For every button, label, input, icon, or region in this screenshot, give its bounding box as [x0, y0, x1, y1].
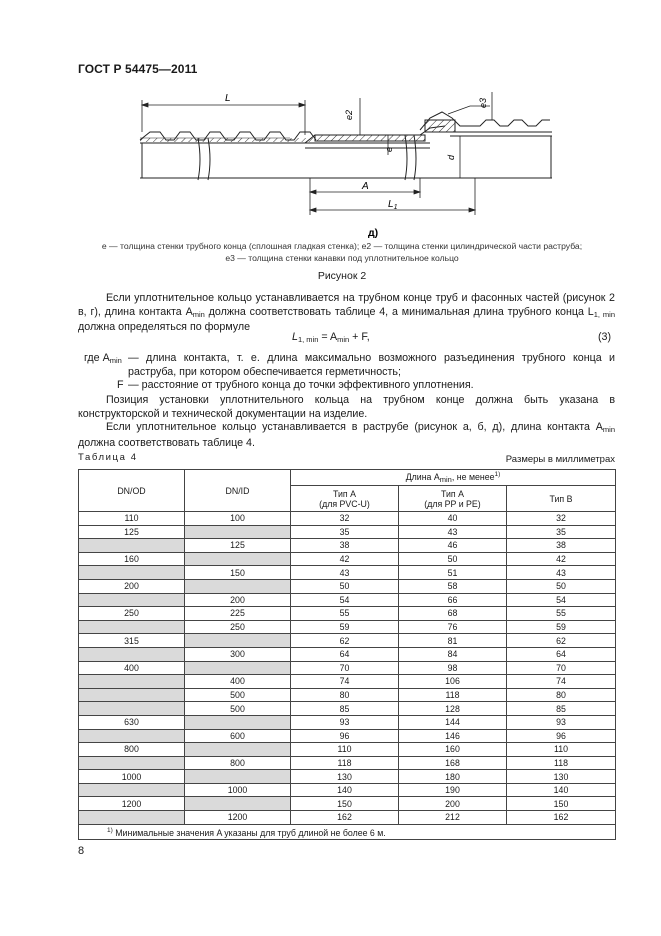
table-cell: 76: [399, 620, 507, 634]
paragraph-1: Если уплотнительное кольцо устанавливается на трубном конце труб и фасонных частей (рисунок 2 в, г), длина контакта $A_{min}$ должна соответствовать таблице 4, а минимальная длина трубного конца $L_{1, min}$ должна определяться по формуле: [78, 292, 615, 334]
table-cell: [79, 675, 185, 689]
table-cell: 50: [399, 552, 507, 566]
table-cell: 40: [399, 512, 507, 526]
table-row: [79, 811, 616, 825]
table-cell: 59: [291, 620, 399, 634]
table-cell: [185, 525, 291, 539]
table-row: [79, 579, 616, 593]
socket-end: [420, 112, 552, 178]
table-cell: 225: [185, 607, 291, 621]
table-cell: [185, 797, 291, 811]
table-cell: 400: [79, 661, 185, 675]
label-e: e: [384, 146, 394, 152]
table-cell: 62: [507, 634, 616, 648]
page-number: 8: [78, 845, 85, 857]
table-cell: 74: [507, 675, 616, 689]
table-cell: 125: [185, 539, 291, 553]
table-row: [79, 620, 616, 634]
table-row: [79, 770, 616, 784]
where-a-text: — длина контакта, т. е. длина максимально возможного разъединения трубного конца и раструба, при котором обеспечивается герметичность;: [128, 352, 615, 378]
table-cell: [79, 620, 185, 634]
table-cell: [185, 579, 291, 593]
table-cell: 200: [399, 797, 507, 811]
table-cell: [79, 811, 185, 825]
table-cell: 150: [291, 797, 399, 811]
table-cell: 70: [291, 661, 399, 675]
table-cell: 250: [185, 620, 291, 634]
where-f-symbol: F: [117, 379, 124, 391]
table-cell: [79, 783, 185, 797]
table-cell: 1000: [185, 783, 291, 797]
table-row: [79, 566, 616, 580]
table-row: [79, 688, 616, 702]
label-A: A: [362, 181, 369, 192]
table-cell: 212: [399, 811, 507, 825]
table-row: [79, 675, 616, 689]
table-cell: 81: [399, 634, 507, 648]
table-cell: 32: [291, 512, 399, 526]
table-cell: 118: [507, 756, 616, 770]
table-cell: 110: [507, 743, 616, 757]
table-cell: 93: [291, 715, 399, 729]
table-cell: 50: [291, 579, 399, 593]
table-cell: [185, 743, 291, 757]
paragraph-3: Если уплотнительное кольцо устанавливается в раструбе (рисунок а, б, д), длина контакта $A_{min}$ должна соответствовать таблице 4.: [78, 421, 615, 449]
table-cell: [185, 715, 291, 729]
table-row: [79, 539, 616, 553]
table-row: [79, 661, 616, 675]
table-cell: 85: [507, 702, 616, 716]
table-cell: 1200: [79, 797, 185, 811]
table-cell: 600: [185, 729, 291, 743]
table-cell: 66: [399, 593, 507, 607]
table-cell: 1000: [79, 770, 185, 784]
table-cell: [185, 634, 291, 648]
table-row: [79, 593, 616, 607]
table-cell: 160: [79, 552, 185, 566]
table-cell: 110: [79, 512, 185, 526]
table-cell: [185, 770, 291, 784]
table-cell: 400: [185, 675, 291, 689]
table-cell: 58: [399, 579, 507, 593]
label-L: L: [225, 93, 231, 104]
table-row: [79, 756, 616, 770]
table-cell: 128: [399, 702, 507, 716]
table-cell: 74: [291, 675, 399, 689]
dimension-L: [142, 100, 305, 135]
table-cell: 38: [291, 539, 399, 553]
table-cell: 70: [507, 661, 616, 675]
header-typeA-pvc: Тип А (для PVC-U): [291, 486, 399, 512]
table-cell: 160: [399, 743, 507, 757]
table-cell: [79, 593, 185, 607]
table-cell: 162: [291, 811, 399, 825]
label-e2: e2: [344, 109, 354, 120]
table-cell: 62: [291, 634, 399, 648]
table-cell: 85: [291, 702, 399, 716]
table-cell: 1200: [185, 811, 291, 825]
table-cell: 43: [291, 566, 399, 580]
table-cell: 93: [507, 715, 616, 729]
table-cell: [79, 539, 185, 553]
formula: $L_{1, min} = A_{min} + F$,: [292, 331, 370, 344]
table-cell: 140: [291, 783, 399, 797]
table-cell: 200: [185, 593, 291, 607]
figure-sublabel: д): [368, 227, 379, 239]
table-row: [79, 525, 616, 539]
table-cell: 46: [399, 539, 507, 553]
header-dnid: DN/ID: [185, 470, 291, 512]
table-cell: 55: [507, 607, 616, 621]
table-units: Размеры в миллиметрах: [505, 454, 615, 465]
figure-caption-line2: e3 — толщина стенки канавки под уплотнительное кольцо: [225, 253, 459, 263]
document-header: ГОСТ Р 54475—2011: [78, 62, 198, 76]
table-cell: 43: [507, 566, 616, 580]
figure-title: Рисунок 2: [317, 270, 367, 282]
table-cell: 315: [79, 634, 185, 648]
table-cell: 38: [507, 539, 616, 553]
table-cell: 100: [185, 512, 291, 526]
table-row: [79, 729, 616, 743]
table-cell: [79, 647, 185, 661]
table-cell: 68: [399, 607, 507, 621]
table-cell: 32: [507, 512, 616, 526]
table-footnote: $^{1)}$ Минимальные значения A указаны для труб длиной не более 6 м.: [79, 824, 616, 839]
table-row: [79, 634, 616, 648]
table-cell: 168: [399, 756, 507, 770]
table-4: [78, 469, 616, 840]
table-cell: 84: [399, 647, 507, 661]
table-row: [79, 783, 616, 797]
table-cell: 130: [507, 770, 616, 784]
table-cell: 42: [291, 552, 399, 566]
table-cell: 630: [79, 715, 185, 729]
table-cell: 144: [399, 715, 507, 729]
table-cell: 180: [399, 770, 507, 784]
table-cell: 162: [507, 811, 616, 825]
table-cell: 800: [185, 756, 291, 770]
table-cell: 250: [79, 607, 185, 621]
table-cell: 500: [185, 688, 291, 702]
table-cell: 125: [79, 525, 185, 539]
header-group: Длина Amin, не менее$^{1)}$: [291, 470, 616, 486]
left-corrugated-pipe: [140, 132, 316, 178]
table-cell: 150: [185, 566, 291, 580]
table-cell: 130: [291, 770, 399, 784]
table-row: [79, 715, 616, 729]
table-cell: 190: [399, 783, 507, 797]
figure-caption-line1: e — толщина стенки трубного конца (сплошная гладкая стенка); e2 — толщина стенки цилиндрической части раструба;: [101, 241, 583, 251]
table-cell: 300: [185, 647, 291, 661]
table-cell: 50: [507, 579, 616, 593]
table-cell: [185, 661, 291, 675]
table-cell: [185, 552, 291, 566]
table-cell: 55: [291, 607, 399, 621]
label-e3: e3: [478, 97, 488, 108]
table-cell: 80: [291, 688, 399, 702]
header-typeB: Тип В: [507, 486, 616, 512]
table-cell: 54: [291, 593, 399, 607]
table-cell: 35: [507, 525, 616, 539]
table-cell: 64: [507, 647, 616, 661]
formula-number: (3): [598, 331, 612, 343]
table-cell: 500: [185, 702, 291, 716]
table-cell: [79, 566, 185, 580]
header-typeA-pp: Тип А (для PP и PE): [399, 486, 507, 512]
table-cell: [79, 702, 185, 716]
where-a-symbol: где $A_{min}$: [84, 352, 122, 365]
table-cell: 96: [291, 729, 399, 743]
table-cell: 43: [399, 525, 507, 539]
table-cell: 35: [291, 525, 399, 539]
table-cell: 59: [507, 620, 616, 634]
table-cell: 51: [399, 566, 507, 580]
table-row: [79, 743, 616, 757]
table-cell: 64: [291, 647, 399, 661]
table-cell: [79, 729, 185, 743]
table-cell: 200: [79, 579, 185, 593]
table-row: [79, 797, 616, 811]
table-cell: 118: [291, 756, 399, 770]
table-cell: 98: [399, 661, 507, 675]
table-cell: 146: [399, 729, 507, 743]
table-cell: 80: [507, 688, 616, 702]
header-dnod: DN/OD: [79, 470, 185, 512]
table-row: [79, 607, 616, 621]
table-cell: 150: [507, 797, 616, 811]
label-d: d: [446, 154, 456, 160]
table-cell: 54: [507, 593, 616, 607]
paragraph-2: Позиция установки уплотнительного кольца на трубном конце должна быть указана в конструкторской и технической документации на изделие.: [78, 394, 615, 420]
table-cell: 42: [507, 552, 616, 566]
table-row: [79, 647, 616, 661]
table-row: [79, 552, 616, 566]
table-cell: [79, 756, 185, 770]
spigot-end: [305, 126, 445, 178]
table-cell: 118: [399, 688, 507, 702]
table-cell: 106: [399, 675, 507, 689]
table-cell: 96: [507, 729, 616, 743]
pipe-joint-figure: [130, 80, 560, 240]
where-f-text: — расстояние от трубного конца до точки эффективного уплотнения.: [128, 379, 474, 391]
table-row: [79, 702, 616, 716]
label-L1: $L_1$: [388, 199, 398, 211]
table-cell: 800: [79, 743, 185, 757]
table-row: [79, 512, 616, 526]
table-title: Таблица 4: [78, 452, 138, 463]
table-cell: 110: [291, 743, 399, 757]
table-cell: [79, 688, 185, 702]
table-cell: 140: [507, 783, 616, 797]
